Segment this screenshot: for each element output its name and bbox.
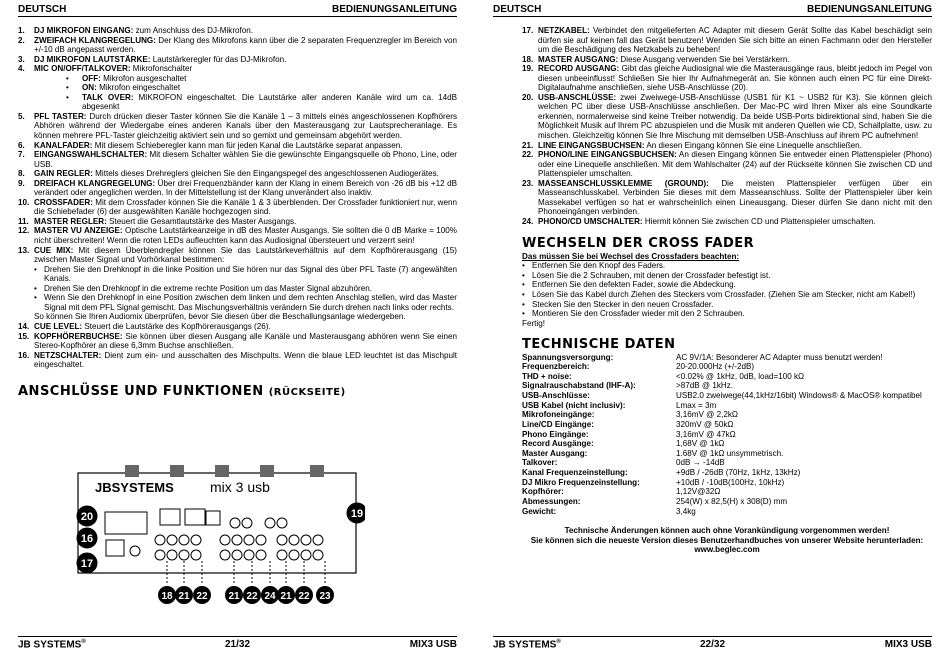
- item-text: Mit dem Crossfader können Sie die Kanäle 1 & 3 überblenden. Der Crossfader funktioniert nur, wenn die Schiebefader (6) der ausgewählten Kanäle hochgezogen sind.: [34, 197, 457, 217]
- spec-key: Kopfhörer:: [522, 487, 564, 497]
- spec-value: 3,16mV @ 47kΩ: [676, 429, 736, 439]
- spec-value: 20-20.000Hz (+/-2dB): [676, 362, 755, 372]
- item-title: ZWEIFACH KLANGREGELUNG:: [34, 35, 156, 45]
- cue-mix-bullet: • Drehen Sie den Drehknopf in die extreme rechte Position um das Master Signal abzuhören.: [34, 284, 457, 294]
- list-item: [18, 332, 457, 351]
- callout-17: 17: [80, 558, 94, 570]
- callout-22b: 22: [246, 591, 258, 602]
- item-title: NETZKABEL:: [538, 26, 590, 35]
- mic-option-text: MIKROFON eingeschaltet. Die Lautstärke aller anderen Kanäle wird um ca. 14dB abgesenkt: [82, 92, 458, 112]
- item-text: Sie können über diesen Ausgang alle Kanäle und Masterausgang abhören wenn Sie einen Stereo-Kopfhörer an diese 6,3mm Buchse anschließen.: [34, 331, 457, 351]
- footer-page-number: 21/32: [224, 639, 251, 650]
- list-item: [18, 179, 457, 198]
- list-item: [18, 169, 457, 179]
- footer-brand: JB SYSTEMS: [493, 639, 557, 651]
- list-item: [18, 64, 457, 112]
- callout-21a: 21: [178, 591, 190, 602]
- mic-option: [66, 93, 457, 112]
- item-number: 11.: [18, 216, 29, 226]
- list-item: [18, 246, 457, 322]
- header-language: DEUTSCH: [18, 4, 67, 15]
- spec-value: <0.02% @ 1kHz, 0dB, load=100 kΩ: [676, 371, 805, 381]
- item-text: Lautstärkeregler für das DJ-Mikrofon.: [150, 54, 287, 64]
- item-number: 19.: [522, 64, 534, 74]
- spec-key: THD + noise:: [522, 371, 572, 381]
- section-subtitle: (RÜCKSEITE): [268, 386, 346, 398]
- section-title-anschluesse: [18, 384, 457, 399]
- item-title: MIC ON/OFF/TALKOVER:: [34, 64, 131, 74]
- item-text: Mittels dieses Drehreglers gleichen Sie den Eingangspegel des angeschlossenen Audiogerätes.: [92, 169, 439, 179]
- callout-22a: 22: [196, 591, 208, 602]
- item-title: CUE LEVEL:: [34, 321, 83, 331]
- callout-22c: 22: [298, 591, 310, 602]
- item-text: Steuert die Gesamtlautstärke des Master Ausgangs.: [106, 216, 297, 226]
- item-title: LINE EINGANGSBUCHSEN:: [538, 140, 645, 150]
- section-title-tech: TECHNISCHE DATEN: [522, 337, 676, 353]
- item-number: 3.: [18, 54, 25, 64]
- callout-23: 23: [319, 591, 331, 602]
- item-text: An diesen Eingang können Sie entweder einen Plattenspieler (Phono) oder eine Linequelle anschließen. Mit dem Wahlschalter (24) auf der Rückseite können Sie zwischen CD und Plattenspieler umschalten.: [538, 150, 932, 179]
- spec-key: Line/CD Eingänge:: [522, 419, 594, 429]
- tech-note-changes: Technische Änderungen können auch ohne Vorankündigung vorgenommen werden!: [564, 526, 890, 536]
- cue-mix-bullets: [34, 265, 457, 313]
- spec-row: [522, 401, 932, 411]
- mic-option: [66, 83, 457, 93]
- callout-20: 20: [80, 511, 94, 523]
- spec-value: Lmax = 3m: [676, 400, 717, 410]
- list-item: [18, 55, 457, 65]
- cue-mix-bullet: • Drehen Sie den Drehknopf in die linke Position und Sie hören nur das Signal des über PFL Taste (7) angewählten Kanals.: [34, 265, 457, 284]
- spec-key: Talkover:: [522, 458, 558, 468]
- spec-row: [522, 449, 932, 459]
- spec-row: [522, 420, 932, 430]
- item-number: 2.: [18, 35, 25, 45]
- item-title: KOPFHÖRERBUCHSE:: [34, 331, 123, 341]
- spec-row: [522, 497, 932, 507]
- footer-brand: JB SYSTEMS: [18, 639, 82, 651]
- item-title: DREIFACH KLANGREGELUNG:: [34, 178, 156, 188]
- list-item: [18, 36, 457, 55]
- spec-row: [522, 478, 932, 488]
- spec-value: 254(W) x 82,5(H) x 308(D) mm: [676, 496, 788, 506]
- footer-reg-mark: ®: [556, 639, 561, 645]
- spec-key: Abmessungen:: [522, 496, 581, 506]
- mic-option-text: Mikrofon ausgeschaltet: [100, 73, 187, 83]
- spec-row: [522, 507, 932, 517]
- spec-row: [522, 410, 932, 420]
- mic-option-title: ON:: [82, 83, 97, 93]
- item-text: Mikrofonschalter: [130, 64, 193, 74]
- item-text: zum Anschluss des DJ-Mikrofon.: [133, 26, 254, 35]
- item-number: 24.: [522, 216, 534, 226]
- callout-19: 19: [350, 508, 364, 520]
- item-title: MASTER REGLER:: [34, 216, 107, 226]
- item-text: An diesen Eingang können Sie eine Linequelle anschließen.: [644, 140, 862, 150]
- item-title: CROSSFADER:: [34, 197, 93, 207]
- spec-row: [522, 381, 932, 391]
- item-title: NETZSCHALTER:: [34, 350, 102, 360]
- crossfader-step: • Montieren Sie den Crossfader wieder mit den 2 Schrauben.: [522, 309, 932, 319]
- mic-options-list: [34, 74, 457, 112]
- list-item: [522, 64, 932, 93]
- list-item: [18, 26, 457, 36]
- list-item: [522, 150, 932, 179]
- spec-row: [522, 353, 932, 363]
- list-item: [522, 55, 932, 65]
- item-text: Steuert die Lautstärke des Kopfhörerausgangs (26).: [82, 321, 271, 331]
- item-text: zwei Zweiwege-USB-Anschlüsse (USB1 für K1 ~ USB2 für K3). Sie können gleich welchen PC über diese USB-Anschlüsse anschließen. Der Mac-PC wird Ihren Mixer als eine Soundkarte erkennen, normalerweise sind keine Treiber notwendig. Da beide USB-Ports bidirektional sind, haben Sie die Möglichkeit Musik auf Ihrem PC abzuspielen und die Musik mit anderen Quellen wie CD, Schallplatte, usw. zu mischen. Gleichzeitig können Sie Ihre Mischung mit demselben USB-Anschluss auf ihrem PC aufnehmen!: [538, 92, 932, 141]
- item-text: Gibt das gleiche Audiosignal wie die Masterausgänge raus, bleibt jedoch im Pegel von diesen unbeeinflusst! Schließen Sie hier Ihr Aufnahmegerät an. Sie können auch einen PC für eine Direkt-Digitalaufnahme anschließen, siehe USB-Anschlüsse (20).: [538, 64, 932, 93]
- list-item: [18, 351, 457, 370]
- spec-key: Frequenzbereich:: [522, 362, 590, 372]
- crossfader-step: • Lösen Sie das Kabel durch Ziehen des Steckers vom Crossfader. (Ziehen Sie am Stecker, nicht am Kabel!): [522, 290, 932, 300]
- item-title: DJ MIKROFON EINGANG:: [34, 26, 134, 35]
- item-number: 15.: [18, 331, 30, 341]
- item-title: GAIN REGLER:: [34, 169, 93, 179]
- list-item: [522, 217, 932, 227]
- item-number: 17.: [522, 26, 534, 35]
- right-item-list: [522, 26, 932, 226]
- item-text: Mit diesem Überblendregler können Sie das Lautstärkeverhältnis auf dem Kopfhörerausgang (15) zwischen Master Signal und Vorhörkanal bestimmen:: [34, 245, 457, 265]
- header-manual-title: BEDIENUNGSANLEITUNG: [331, 4, 457, 15]
- item-number: 4.: [18, 64, 25, 74]
- item-text: Durch drücken dieser Taster können Sie die Kanäle 1 – 3 mittels eines angeschlossenen Kopfhörers Abhören während der Wiedergabe eines anderen Kanals über den Masterausgang zur Lautsprecheranlage. Es können mehrere PFL-Taster gleichzeitig aktiviert sein und so gemixt und gemeinsam abgehört werden.: [34, 111, 457, 141]
- item-number: 20.: [522, 92, 534, 102]
- item-title: DJ MIKROFON LAUTSTÄRKE:: [34, 54, 151, 64]
- diagram-brand: JBSYSTEMS: [95, 480, 174, 495]
- item-title: RECORD AUSGANG:: [538, 64, 620, 74]
- section-title-text: ANSCHLÜSSE UND FUNKTIONEN: [18, 383, 264, 399]
- item-title: KANALFADER:: [34, 140, 93, 150]
- page-header: [18, 4, 457, 17]
- list-item: [522, 141, 932, 151]
- item-title: MASSEANSCHLUSSKLEMME (GROUND):: [538, 178, 709, 188]
- item-number: 7.: [18, 150, 25, 160]
- crossfader-steps: [522, 261, 932, 318]
- item-number: 23.: [522, 178, 534, 188]
- item-text: Mit diesem Schalter wählen Sie die gewünschte Eingangsquelle ob Phono, Line, oder USB.: [34, 150, 457, 169]
- section-title-crossfader: WECHSELN DER CROSS FADER: [522, 236, 755, 252]
- item-number: 10.: [18, 197, 30, 207]
- crossfader-step: • Lösen Sie die 2 Schrauben, mit denen der Crossfader befestigt ist.: [522, 271, 932, 281]
- spec-value: 1.68V @ 1kΩ unsymmetrisch.: [676, 448, 784, 458]
- spec-row: [522, 362, 932, 372]
- cue-mix-after: So können Sie Ihren Audiomix überprüfen, bevor Sie diesen über die Beschallungsanlage wiedergeben.: [34, 312, 406, 322]
- spec-row: [522, 487, 932, 497]
- item-number: 21.: [522, 140, 534, 150]
- crossfader-done: Fertig!: [522, 318, 545, 328]
- item-text: Der Klang des Mikrofons kann über die 2 separaten Frequenzregler im Bereich von +/-10 dB angepasst werden.: [34, 35, 458, 55]
- spec-value: 1,12V@32Ω: [676, 487, 721, 497]
- item-title: CUE MIX:: [34, 245, 74, 255]
- list-item: [18, 226, 457, 245]
- item-text: Mit diesem Schieberegler kann man für jeden Kanal die Lautstärke separat anpassen.: [92, 140, 403, 150]
- spec-value: 320mV @ 50kΩ: [676, 419, 734, 429]
- crossfader-step: • Entfernen Sie den defekten Fader, sowie die Abdeckung.: [522, 280, 932, 290]
- spec-value: 1,68V @ 1kΩ: [676, 439, 725, 449]
- item-number: 9.: [18, 178, 25, 188]
- item-title: EINGANGSWAHLSCHALTER:: [34, 150, 148, 160]
- list-item: [522, 179, 932, 217]
- item-number: 8.: [18, 169, 25, 179]
- spec-key: DJ Mikro Frequenzeinstellung:: [522, 477, 640, 487]
- item-number: 12.: [18, 226, 30, 236]
- spec-key: Master Ausgang:: [522, 448, 588, 458]
- list-item: [522, 26, 932, 55]
- list-item: [522, 93, 932, 141]
- spec-row: [522, 372, 932, 382]
- item-title: MASTER AUSGANG:: [538, 54, 619, 64]
- diagram-model: mix 3 usb: [210, 479, 270, 495]
- spec-row: [522, 468, 932, 478]
- mic-option-title: TALK OVER:: [82, 92, 134, 102]
- header-manual-title: BEDIENUNGSANLEITUNG: [806, 4, 932, 15]
- spec-key: Mikrofoneingänge:: [522, 410, 595, 420]
- item-number: 16.: [18, 350, 30, 360]
- left-item-list: [18, 26, 457, 370]
- spec-row: [522, 458, 932, 468]
- item-text: Optische Lautstärkeanzeige in dB des Master Ausgangs. Sie sollten die 0 dB Marke = 100% nicht überschreiten! Wenn die roten LEDs aufleuchten kann das Audiosignal übersteuert und verzerrt sein!: [34, 226, 457, 246]
- spec-key: Phono Eingänge:: [522, 429, 589, 439]
- spec-key: USB Kabel (nicht inclusiv):: [522, 400, 626, 410]
- spec-value: >87dB @ 1kHz.: [676, 381, 734, 391]
- spec-key: Gewicht:: [522, 506, 557, 516]
- page-header: [493, 4, 932, 17]
- item-title: PHONO/CD UMSCHALTER:: [538, 216, 643, 226]
- list-item: [18, 322, 457, 332]
- item-title: PHONO/LINE EINGANGSBUCHSEN:: [538, 150, 677, 160]
- callout-18: 18: [161, 591, 173, 602]
- left-content: [18, 26, 457, 399]
- spec-value: USB2.0 zweiwege(44,1kHz/16bit) Windows® & MacOS® kompatibel: [676, 391, 922, 401]
- spec-value: AC 9V/1A: Besonderer AC Adapter muss benutzt werden!: [676, 352, 883, 362]
- mic-option: [66, 74, 457, 84]
- spec-row: [522, 391, 932, 401]
- spec-value: +10dB / -10dB(100Hz, 10kHz): [676, 477, 785, 487]
- spec-value: 0dB → -14dB: [676, 458, 725, 468]
- tech-note-download: Sie können sich die neueste Version dieses Benutzerhandbuches von unserer Website herunterladen: www.beglec.com: [530, 535, 924, 555]
- callout-21c: 21: [280, 591, 292, 602]
- item-number: 5.: [18, 111, 25, 121]
- item-text: Dient zum ein- und ausschalten des Mischpults. Wenn die blaue LED leuchtet ist das Mischpult eingeschaltet.: [34, 350, 457, 370]
- item-text: Hiermit können Sie zwischen CD und Plattenspieler umschalten.: [642, 216, 876, 226]
- spec-key: Spannungsversorgung:: [522, 352, 614, 362]
- item-number: 1.: [18, 26, 25, 35]
- spec-key: Kanal Frequenzeinstellung:: [522, 468, 628, 478]
- list-item: [18, 150, 457, 169]
- list-item: [18, 141, 457, 151]
- header-language: DEUTSCH: [493, 4, 542, 15]
- mic-option-text: Mikrofon eingeschaltet: [96, 83, 181, 93]
- spec-row: [522, 430, 932, 440]
- list-item: [18, 198, 457, 217]
- spec-value: 3,4kg: [676, 506, 696, 516]
- list-item: [18, 217, 457, 227]
- callout-24: 24: [264, 591, 276, 602]
- mic-option-title: OFF:: [82, 73, 101, 83]
- item-number: 14.: [18, 321, 30, 331]
- item-number: 13.: [18, 245, 30, 255]
- list-item: [18, 112, 457, 141]
- item-title: MASTER VU ANZEIGE:: [34, 226, 123, 236]
- item-number: 6.: [18, 140, 25, 150]
- spec-key: USB-Anschlüsse:: [522, 391, 590, 401]
- item-text: Diese Ausgang verwenden Sie bei Verstärkern.: [618, 54, 790, 64]
- footer-reg-mark: ®: [81, 639, 86, 645]
- page-footer-right: [493, 636, 932, 653]
- item-text: Verbindet den mitgelieferten AC Adapter mit diesem Gerät Sollte das Kabel beschädigt sein dürfen sie auf keinen fall das Gerät benutzen! Wenden Sie sich bitte an einen Fachmann oder den Hersteller um die Beschädigung des Netzkabels zu beheben!: [538, 26, 932, 55]
- spec-key: Signalrauschabstand (IHF-A):: [522, 381, 636, 391]
- page-footer-left: [18, 636, 457, 653]
- right-content: [522, 26, 932, 555]
- tech-spec-table: [522, 353, 932, 517]
- spec-row: [522, 439, 932, 449]
- item-title: PFL TASTER:: [34, 111, 87, 121]
- item-text: Über drei Frequenzbänder kann der Klang in einem Bereich von -26 dB bis +12 dB verändert oder angeglichen werden. In der Mittelstellung ist der Klang unverändert also inaktiv.: [34, 178, 457, 198]
- cue-mix-bullet: • Wenn Sie den Drehknopf in eine Position zwischen dem linken und dem rechten Anschlag stellen, wird das Master Signal mit dem PFL Signal gemischt. Das Mischungsverhältnis verändern Sie durch drehen nach links oder rechts.: [34, 293, 457, 312]
- item-title: USB-ANSCHLÜSSE:: [538, 92, 617, 102]
- crossfader-subtitle: Das müssen Sie bei Wechsel des Crossfaders beachten:: [522, 251, 740, 261]
- footer-page-number: 22/32: [699, 639, 726, 650]
- crossfader-step: • Entfernen Sie den Knopf des Faders.: [522, 261, 932, 271]
- callout-16: 16: [80, 533, 94, 545]
- crossfader-step: • Stecken Sie den Stecker in den neuen Crossfader.: [522, 300, 932, 310]
- callout-21b: 21: [228, 591, 240, 602]
- spec-key: Record Ausgänge:: [522, 439, 594, 449]
- spec-value: 3,16mV @ 2,2kΩ: [676, 410, 738, 420]
- rear-panel-diagram: [20, 465, 365, 605]
- item-text: Die meisten Plattenspieler verfügen über ein Masseanschlusskabel. Verbinden Sie dieses mit dem Masseanschluss. Sollte der Plattenspieler über kein Massekabel verfügen so hat er wahrscheinlich einen Lineausgang. Dieser dürfen Sie dann nicht mit den Phonoeingängen verbinden.: [538, 178, 933, 217]
- spec-value: +9dB / -26dB (70Hz, 1kHz, 13kHz): [676, 468, 801, 478]
- item-number: 22.: [522, 150, 534, 160]
- footer-model: MIX3 USB: [884, 639, 932, 650]
- item-number: 18.: [522, 54, 534, 64]
- footer-model: MIX3 USB: [409, 639, 457, 650]
